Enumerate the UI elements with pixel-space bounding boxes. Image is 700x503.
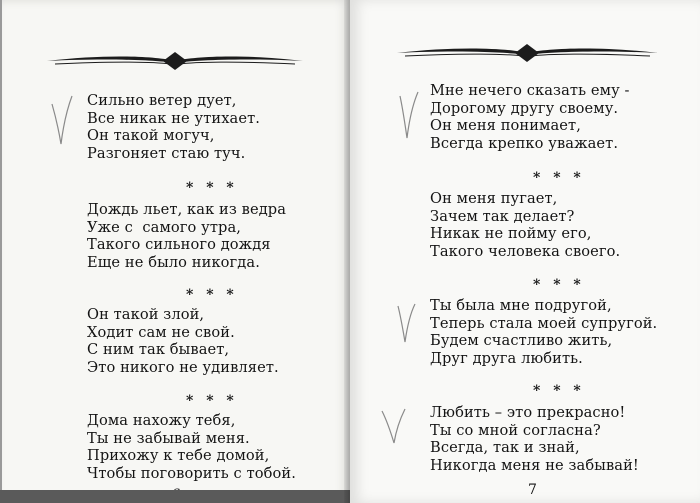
poem-line: Любить – это прекрасно! (430, 404, 626, 421)
poem-line: Теперь стала моей супругой. (430, 314, 658, 332)
stanza-separator: * * * (533, 277, 585, 293)
stanza-separator: * * * (186, 180, 238, 196)
left-stanza-4 (87, 412, 296, 482)
poem-line: Ты со мной согласна? (430, 421, 601, 439)
right-stanza-4 (430, 404, 639, 474)
poem-line: Всегда крепко уважает. (430, 134, 619, 152)
poem-line: Дорогому другу своему. (430, 99, 619, 117)
scan-edge-band (0, 490, 355, 503)
poem-line: Разгоняет стаю туч. (87, 144, 246, 162)
poem-line: Никак не пойму его, (430, 225, 592, 243)
poem-line: Мне нечего сказать ему - (430, 82, 630, 99)
poem-line: Еще не было никогда. (87, 253, 260, 271)
poem-line: Ты не забывай меня. (87, 429, 250, 447)
right-stanza-3 (430, 297, 657, 367)
poem-line: Он меня понимает, (430, 117, 581, 135)
poem-line: Ходит сам не свой. (87, 323, 235, 341)
stanza-separator: * * * (533, 383, 585, 399)
poem-line: Прихожу к тебе домой, (87, 447, 270, 465)
right-stanza-2 (430, 190, 620, 260)
pencil-check-mark (396, 88, 422, 144)
poem-line: Всегда, так и знай, (430, 439, 580, 457)
poem-line: Это никого не удивляет. (87, 358, 279, 376)
poem-line: Такого человека своего. (430, 242, 621, 260)
poem-line: Зачем так делает? (430, 207, 575, 225)
poem-line: Никогда меня не забывай! (430, 456, 639, 474)
poem-line: Чтобы поговорить с тобой. (87, 464, 296, 482)
poem-line: Уже с самого утра, (87, 218, 242, 236)
poem-line: Он такой злой, (87, 306, 205, 323)
poem-line: Будем счастливо жить, (430, 332, 613, 350)
ornament-divider-left (45, 50, 305, 72)
ornament-divider-right (395, 42, 660, 64)
poem-line: Он меня пугает, (430, 190, 558, 207)
right-stanza-1 (430, 82, 630, 152)
pencil-check-mark (378, 405, 408, 447)
poem-line: Сильно ветер дует, (87, 92, 237, 109)
poem-line: Такого сильного дождя (87, 236, 271, 254)
poem-line: С ним так бывает, (87, 341, 230, 359)
poem-line: Друг друга любить. (430, 349, 583, 367)
left-stanza-3 (87, 306, 279, 376)
page-number-right: 7 (528, 482, 537, 498)
stanza-separator: * * * (533, 170, 585, 186)
left-stanza-2 (87, 201, 286, 271)
stanza-separator: * * * (186, 287, 238, 303)
pencil-check-mark (48, 92, 76, 150)
poem-line: Он такой могуч, (87, 127, 215, 145)
pencil-check-mark (394, 300, 418, 348)
poem-line: Дождь льет, как из ведра (87, 201, 287, 218)
left-stanza-1 (87, 92, 260, 162)
poem-line: Дома нахожу тебя, (87, 412, 236, 429)
stanza-separator: * * * (186, 393, 238, 409)
poem-line: Все никак не утихает. (87, 109, 260, 127)
poem-line: Ты была мне подругой, (430, 297, 612, 314)
